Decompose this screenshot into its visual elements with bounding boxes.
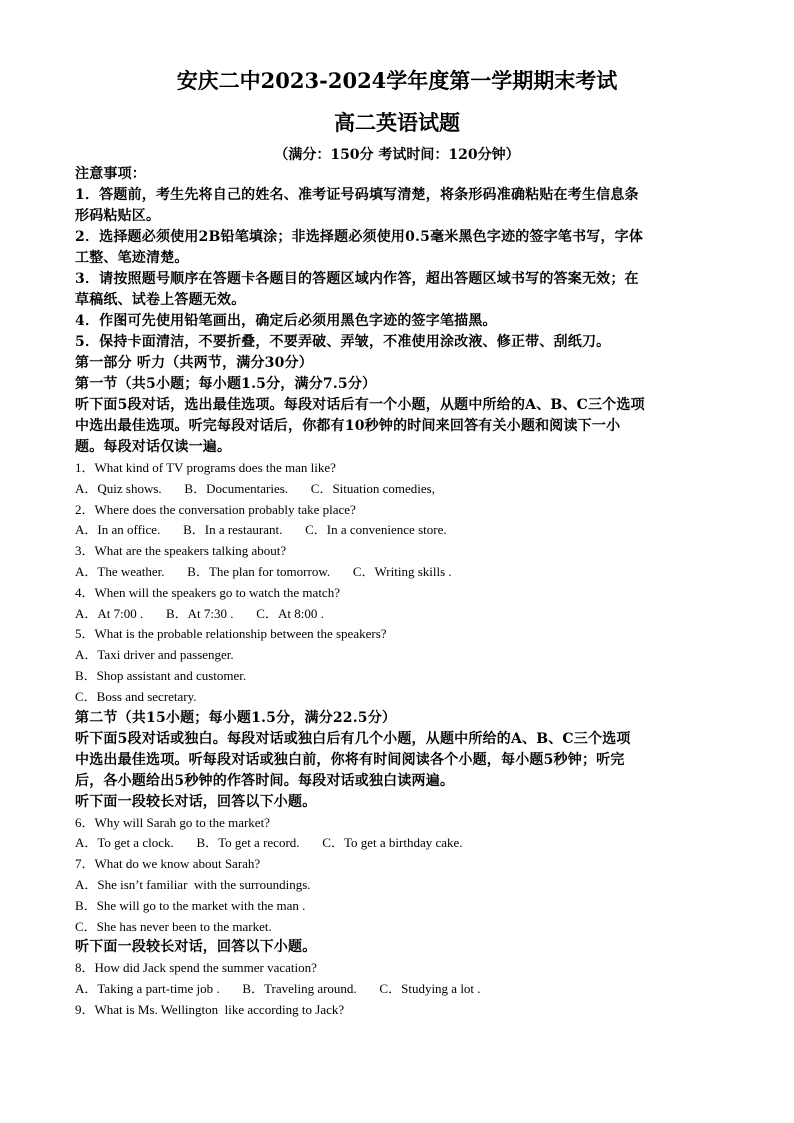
instruction-line: 中选出最佳选项。听每段对话或独白前，你将有时间阅读各个小题，每小题5秒钟；听完 (75, 751, 625, 768)
exam-body (75, 164, 735, 1021)
exam-meta: （满分：150分 考试时间：120分钟） (274, 147, 520, 163)
question-line: A．Quiz shows. B．Documentaries. C．Situation comedies, (75, 480, 435, 496)
instruction-line: 听下面一段较长对话，回答以下小题。 (75, 793, 317, 810)
question-line: B．Shop assistant and customer. (75, 667, 247, 683)
instruction-line: 注意事项： (75, 166, 146, 182)
instruction-line: 草稿纸、试卷上答题无效。 (75, 292, 246, 308)
question-line: A．Taking a part-time job . B．Traveling around. C．Studying a lot . (75, 981, 481, 997)
instruction-line: 后，各小题给出5秒钟的作答时间。每段对话或独白读两遍。 (75, 772, 455, 789)
instruction-line: 4．作图可先使用铅笔画出，确定后必须用黑色字迹的签字笔描黑。 (75, 313, 497, 329)
question-line: C．Boss and secretary. (75, 688, 197, 704)
instruction-line: 第二节（共15小题；每小题1.5分，满分22.5分） (75, 709, 397, 726)
question-line: A．At 7:00 . B．At 7:30 . C．At 8:00 . (75, 605, 324, 621)
exam-subtitle: 高二英语试题 (334, 110, 460, 135)
question-line: 8．How did Jack spend the summer vacation? (75, 960, 317, 976)
question-line: A．In an office. B．In a restaurant. C．In a convenience store. (75, 522, 447, 538)
exam-title: 安庆二中2023-2024学年度第一学期期末考试 (176, 68, 618, 93)
instruction-line: 中选出最佳选项。听完每段对话后，你都有10秒钟的时间来回答有关小题和阅读下一小 (75, 418, 621, 434)
question-line: A．Taxi driver and passenger. (75, 647, 234, 663)
instruction-line: 1．答题前，考生先将自己的姓名、准考证号码填写清楚，将条形码准确粘贴在考生信息条 (75, 187, 639, 203)
instruction-line: 形码粘贴区。 (75, 208, 161, 224)
question-line: 9．What is Ms. Wellington like according to Jack? (75, 1001, 345, 1017)
question-line: A．The weather. B．The plan for tomorrow. C．Writing skills . (75, 563, 452, 579)
instruction-line: 5．保持卡面清洁，不要折叠，不要弄破、弄皱，不准使用涂改液、修正带、刮纸刀。 (75, 334, 611, 350)
question-line: 4．When will the speakers go to watch the match? (75, 584, 340, 600)
question-line: 6．Why will Sarah go to the market? (75, 814, 270, 830)
question-line: 5．What is the probable relationship between the speakers? (75, 626, 387, 642)
question-line: 7．What do we know about Sarah? (75, 856, 261, 872)
instruction-line: 听下面5段对话，选出最佳选项。每段对话后有一个小题，从题中所给的A、B、C三个选项 (75, 397, 645, 413)
instruction-line: 第一节（共5小题；每小题1.5分，满分7.5分） (75, 376, 377, 392)
question-line: C．She has never been to the market. (75, 918, 272, 934)
instruction-line: 题。每段对话仅读一遍。 (75, 439, 232, 455)
instruction-line: 2．选择题必须使用2B铅笔填涂；非选择题必须使用0.5毫米黑色字迹的签字笔书写，字体 (75, 229, 644, 245)
question-line: 1．What kind of TV programs does the man like? (75, 460, 336, 475)
instruction-line: 听下面5段对话或独白。每段对话或独白后有几个小题，从题中所给的A、B、C三个选项 (75, 730, 631, 747)
question-line: A．She isn’t familiar with the surroundings. (75, 876, 311, 892)
question-line: B．She will go to the market with the man . (75, 897, 306, 913)
question-line: A．To get a clock. B．To get a record. C．To get a birthday cake. (75, 835, 463, 851)
instruction-line: 第一部分 听力（共两节，满分30分） (75, 355, 313, 371)
instruction-line: 3．请按照题号顺序在答题卡各题目的答题区域内作答，超出答题区域书写的答案无效；在 (75, 271, 639, 287)
instruction-line: 工整、笔迹清楚。 (75, 250, 189, 266)
instruction-line: 听下面一段较长对话，回答以下小题。 (75, 939, 317, 956)
question-line: 3．What are the speakers talking about? (75, 543, 287, 559)
question-line: 2．Where does the conversation probably take place? (75, 501, 356, 517)
